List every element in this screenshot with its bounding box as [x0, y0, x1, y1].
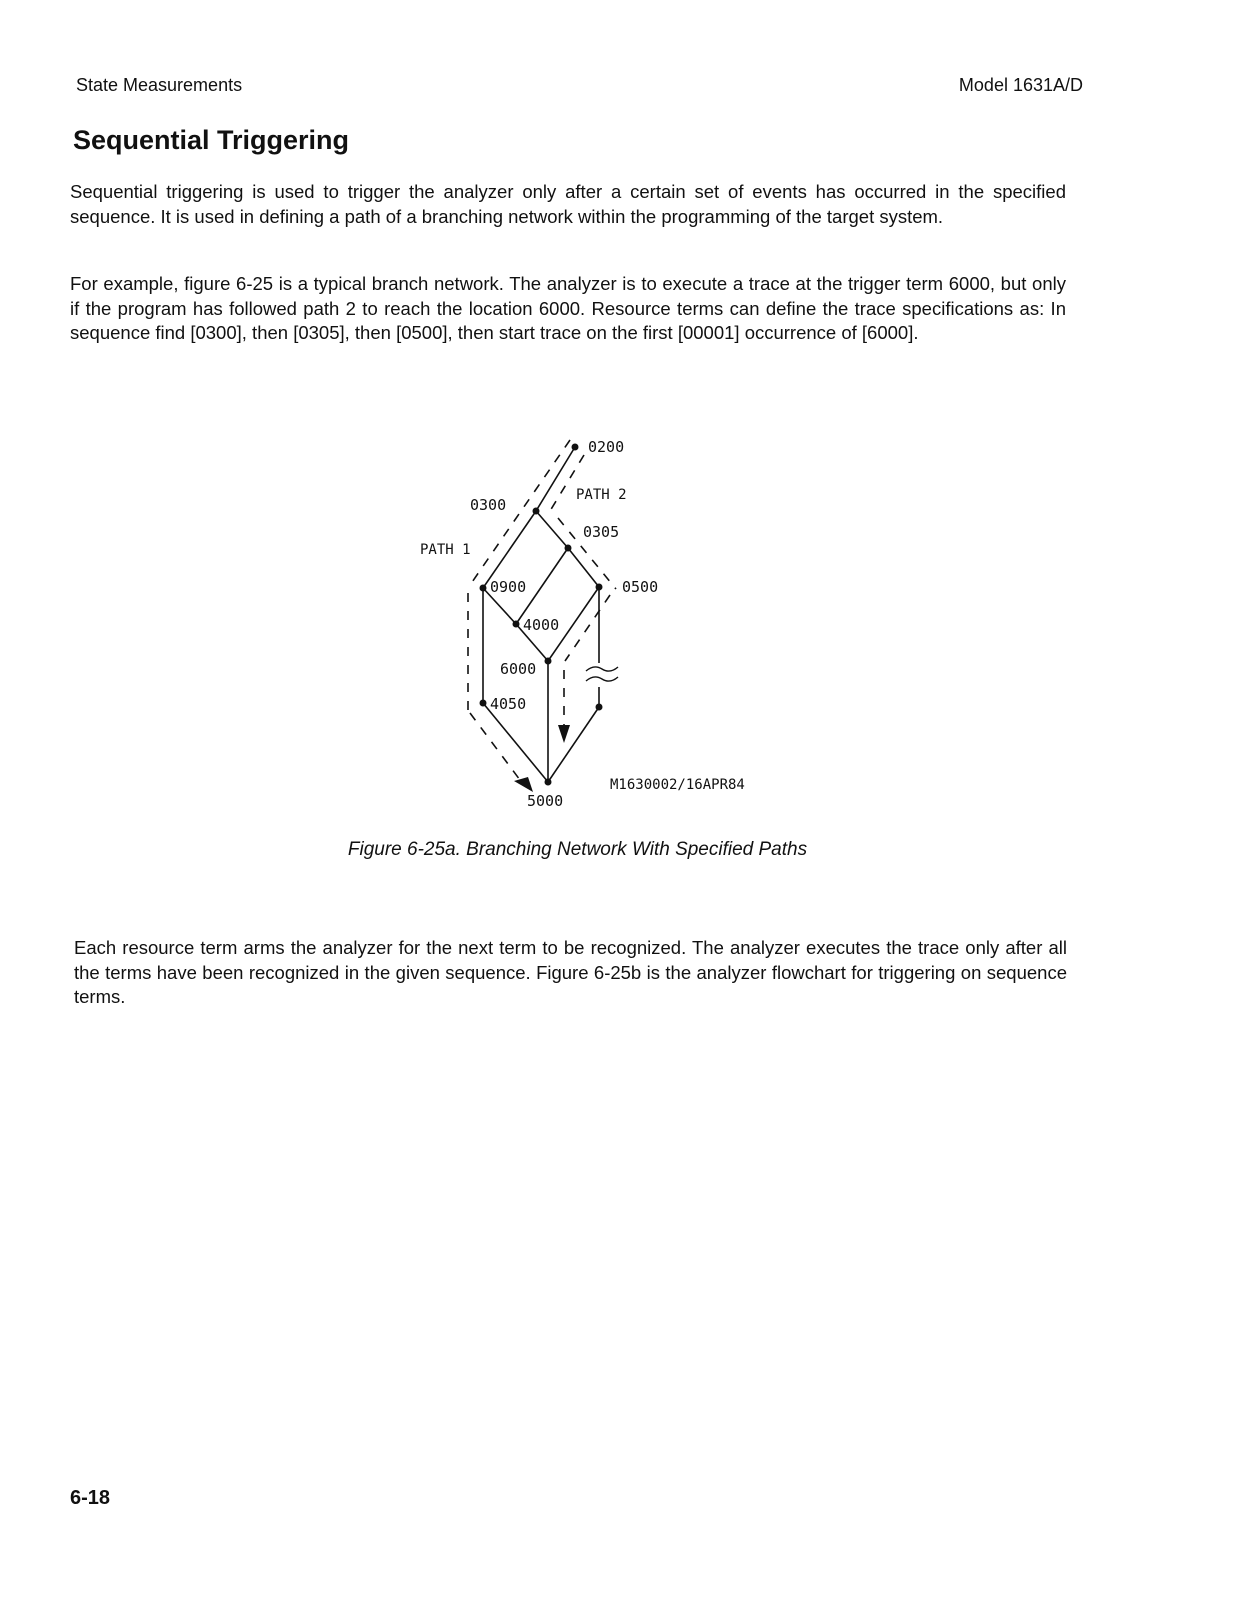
- page-number: 6-18: [70, 1487, 111, 1509]
- node-label-0500: 0500: [622, 578, 659, 596]
- node-label-0200: 0200: [588, 438, 625, 456]
- arrowheads: [514, 725, 570, 792]
- path-2-label: PATH 2: [576, 487, 627, 503]
- paragraph-intro: Sequential triggering is used to trigger the analyzer only after a certain set of events has occurred in the specified sequence. It is used in defining a path of a branching network within the programming of the target system.: [70, 181, 1066, 227]
- node-label-0300: 0300: [470, 496, 507, 514]
- node-label-0305: 0305: [583, 523, 620, 541]
- section-title: Sequential Triggering: [73, 125, 350, 155]
- path-1-label: PATH 1: [420, 542, 471, 558]
- node-label-4000: 4000: [523, 616, 560, 634]
- figure-caption: Figure 6-25a. Branching Network With Specified Paths: [347, 839, 808, 860]
- running-header-section: State Measurements: [76, 75, 243, 95]
- node-label-5000: 5000: [527, 792, 564, 810]
- running-header-model: Model 1631A/D: [958, 75, 1083, 95]
- paragraph-example: For example, figure 6-25 is a typical branch network. The analyzer is to execute a trace at the trigger term 6000, but only if the program has followed path 2 to reach the location 6000. Resource terms can define the trace specifications as: In sequence find [0300], then [0305], then [0500], then start trace on the first [00001] occurrence of [6000].: [70, 273, 1066, 343]
- node-label-6000: 6000: [500, 660, 537, 678]
- line-break-mark: [586, 667, 618, 681]
- branching-network-diagram: [400, 425, 820, 825]
- figure-id-label: M1630002/16APR84: [610, 777, 745, 793]
- node-label-4050: 4050: [490, 695, 527, 713]
- node-label-0900: 0900: [490, 578, 527, 596]
- paragraph-resource-terms: Each resource term arms the analyzer for the next term to be recognized. The analyzer executes the trace only after all the terms have been recognized in the given sequence. Figure 6-25b is the analyzer flowchart for triggering on sequence terms.: [74, 937, 1067, 1007]
